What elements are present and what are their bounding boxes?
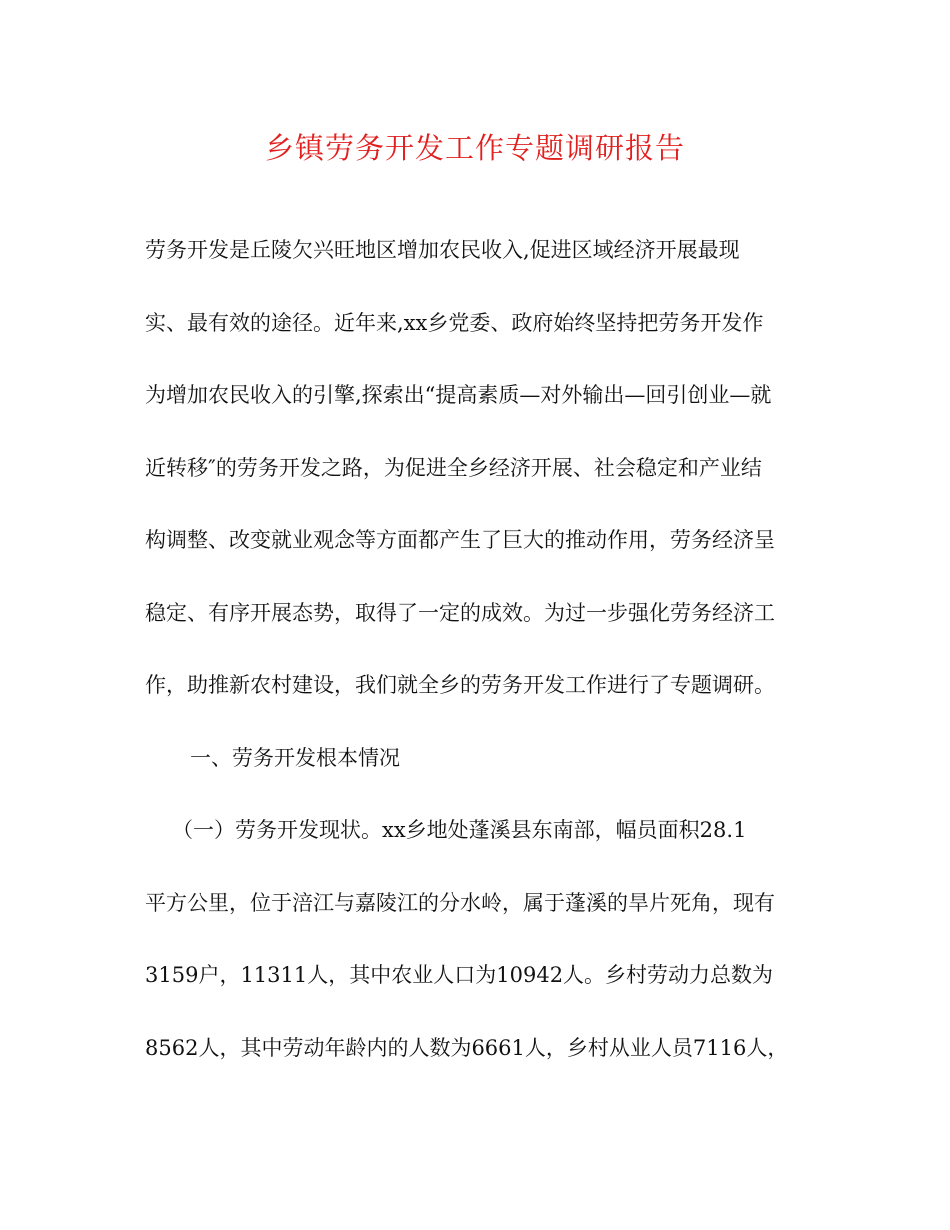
paragraph-line: 实、最有效的途径。近年来,xx乡党委、政府始终坚持把劳务开发作 <box>145 311 764 335</box>
document-title: 乡镇劳务开发工作专题调研报告 <box>264 131 685 165</box>
paragraph-line: 平方公里，位于涪江与嘉陵江的分水岭，属于蓬溪的旱片死角，现有 <box>145 891 775 915</box>
paragraph-line: 劳务开发是丘陵欠兴旺地区增加农民收入,促进区域经济开展最现 <box>145 238 740 262</box>
section-heading: 一、劳务开发根本情况 <box>190 746 400 770</box>
paragraph-line: 为增加农民收入的引擎,探索出“提高素质—对外输出—回引创业—就 <box>145 383 772 407</box>
paragraph-line: 近转移″的劳务开发之路，为促进全乡经济开展、社会稳定和产业结 <box>145 456 762 480</box>
subsection-line: （一）劳务开发现状。xx乡地处蓬溪县东南部，幅员面积28.1 <box>172 818 747 842</box>
paragraph-line: 构调整、改变就业观念等方面都产生了巨大的推动作用，劳务经济呈 <box>145 528 775 552</box>
paragraph-line: 8562人，其中劳动年龄内的人数为6661人，乡村从业人员7116人， <box>145 1036 789 1060</box>
paragraph-line: 3159户，11311人，其中农业人口为10942人。乡村劳动力总数为 <box>145 963 774 987</box>
paragraph-line: 稳定、有序开展态势，取得了一定的成效。为过一步强化劳务经济工 <box>145 601 775 625</box>
paragraph-line: 作，助推新农村建设，我们就全乡的劳务开发工作进行了专题调研。 <box>145 673 775 697</box>
